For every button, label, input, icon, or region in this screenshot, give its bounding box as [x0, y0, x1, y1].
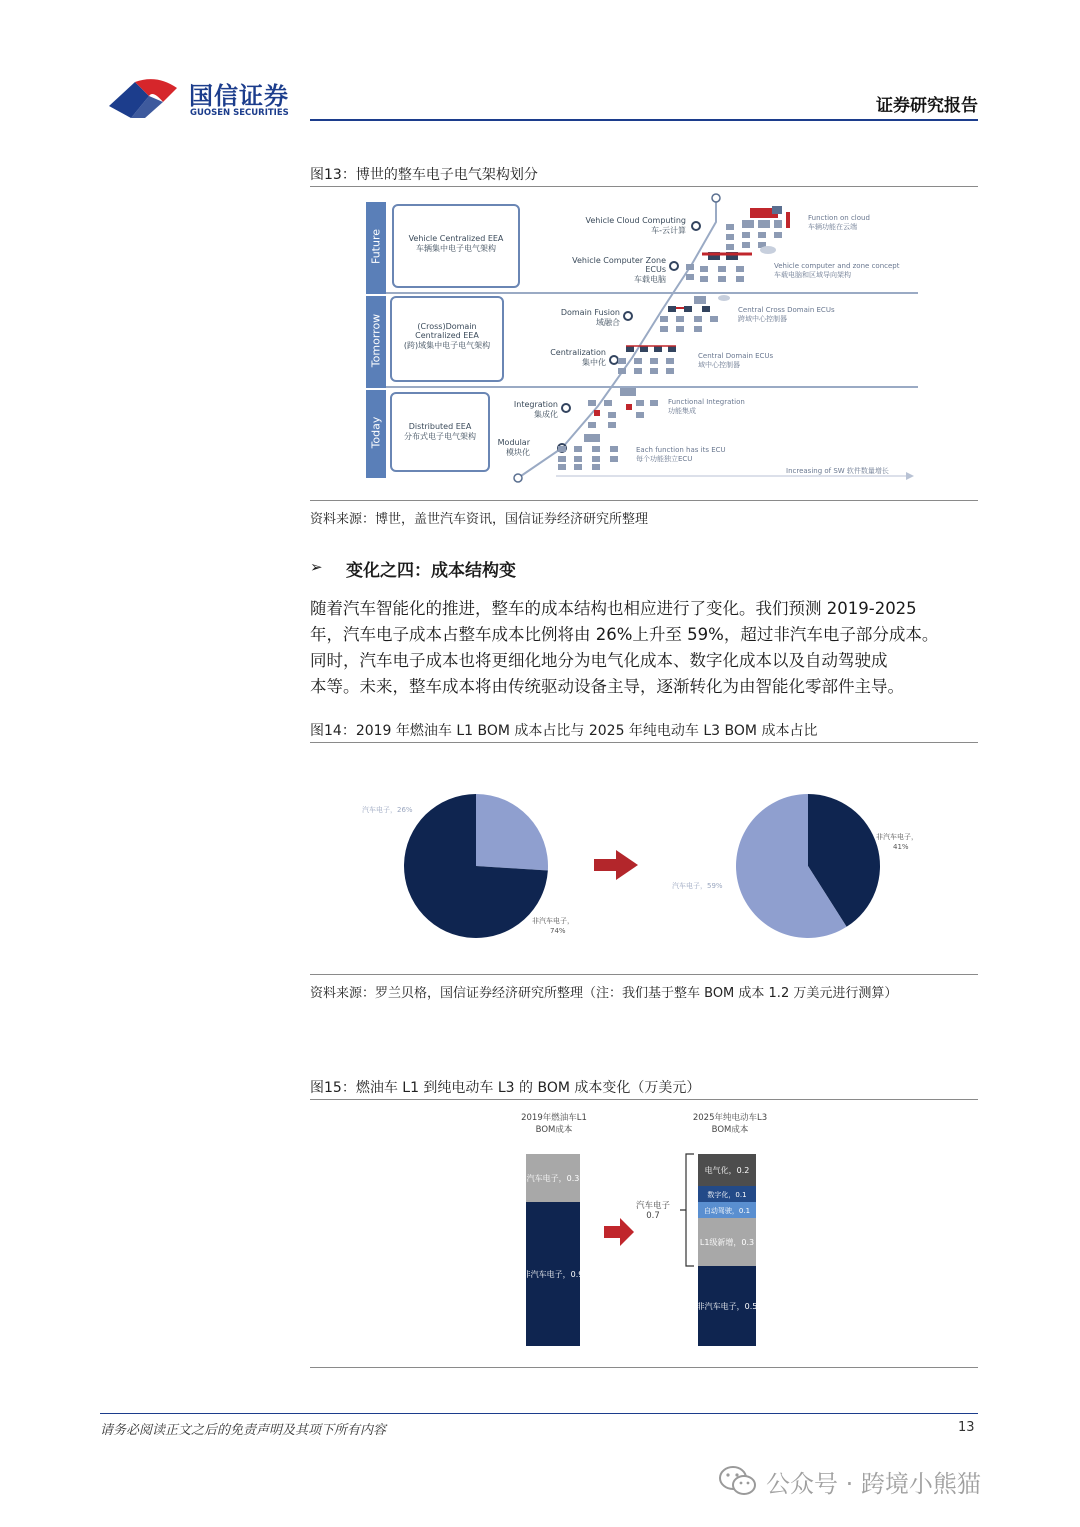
arrow-right-icon	[604, 1218, 634, 1246]
eea-box-en: Distributed EEA	[408, 422, 472, 431]
band-label-today: Today	[369, 416, 383, 449]
fig13-top-rule	[310, 186, 978, 187]
logo-en: GUOSEN SECURITIES	[190, 108, 289, 118]
pie-left-label-electronic: 汽车电子，26%	[362, 806, 413, 814]
bracket	[680, 1154, 694, 1266]
footer-rule	[100, 1413, 978, 1414]
step-label: Centralization 集中化	[550, 348, 606, 367]
page-number: 13	[958, 1420, 975, 1435]
bar-segment-label: 自动驾驶，0.1	[703, 1207, 751, 1215]
logo	[105, 76, 305, 122]
step-desc: Function on cloud 车辆功能在云端	[808, 214, 870, 231]
eea-box-cn: (跨)域集中电子电气架构	[403, 341, 491, 350]
fig15-caption: 图15：燃油车 L1 到纯电动车 L3 的 BOM 成本变化（万美元）	[310, 1080, 701, 1096]
band-label-future: Future	[369, 228, 383, 265]
pie-right-label-non-2: 41%	[893, 843, 909, 851]
fig14-caption: 图14：2019 年燃油车 L1 BOM 成本占比与 2025 年纯电动车 L3 BOM 成本占比	[310, 723, 818, 739]
paragraph-line: 年，汽车电子成本占整车成本比例将由 26%上升至 59%，超过非汽车电子部分成本。	[310, 625, 939, 644]
fig15-bottom-rule	[310, 1367, 978, 1368]
paragraph-line: 同时，汽车电子成本也将更细化地分为电气化成本、数字化成本以及自动驾驶成	[310, 651, 888, 670]
fig13-caption: 图13：博世的整车电子电气架构划分	[310, 167, 538, 183]
band-label-tomorrow: Tomorrow	[369, 313, 383, 368]
pie-right-label-non-1: 非汽车电子，	[876, 833, 918, 841]
step-desc: Central Cross Domain ECUs 跨域中心控制器	[738, 306, 835, 323]
logo-mark-icon	[105, 76, 185, 122]
arrow-right-icon	[594, 850, 638, 880]
fig13-diagram	[366, 192, 922, 488]
bar-right-title: 2025年纯电动车L3 BOM成本	[692, 1113, 768, 1135]
bracket-label: 汽车电子 0.7	[635, 1201, 670, 1221]
logo-cn: 国信证券	[189, 82, 289, 110]
step-desc: Each function has its ECU 每个功能独立ECU	[636, 446, 726, 463]
bar-segment-label: 数字化，0.1	[707, 1191, 747, 1199]
step-desc: Functional Integration 功能集成	[668, 398, 745, 415]
fig13-source: 资料来源：博世，盖世汽车资讯，国信证券经济研究所整理	[310, 512, 649, 527]
bar-segment-label: 非汽车电子，0.9	[522, 1270, 584, 1279]
stacked-bar-chart	[500, 1140, 800, 1360]
paragraph-line: 本等。未来，整车成本将由传统驱动设备主导，逐渐转化为由智能化零部件主导。	[310, 677, 904, 696]
section-paragraph	[310, 596, 980, 700]
step-label: Domain Fusion 域融合	[560, 308, 620, 327]
ecu-network-icon	[682, 244, 782, 296]
bar-segment-label: 汽车电子，0.3	[526, 1174, 580, 1183]
axis-note: Increasing of SW 软件数量增长	[786, 467, 889, 475]
section-bullet: ➢	[310, 558, 323, 576]
eea-box-en: Vehicle Centralized EEA	[408, 234, 504, 243]
eea-box-cn: 分布式电子电气架构	[404, 432, 476, 441]
step-label: Vehicle Cloud Computing 车-云计算	[585, 216, 686, 235]
bar-segment-label: 电气化，0.2	[704, 1166, 750, 1175]
footer-disclaimer: 请务必阅读正文之后的免责声明及其项下所有内容	[100, 1423, 387, 1438]
step-label: Vehicle Computer Zone ECUs 车载电脑	[572, 256, 666, 284]
pie-left-label-non-2: 74%	[550, 927, 566, 935]
eea-box-cn: 车辆集中电子电气架构	[416, 244, 496, 253]
step-desc: Central Domain ECUs 域中心控制器	[698, 352, 774, 369]
step-label: Modular 模块化	[497, 438, 530, 457]
step-label: Integration 集成化	[513, 400, 558, 419]
fig13-bottom-rule	[310, 500, 978, 501]
fig14-source: 资料来源：罗兰贝格，国信证券经济研究所整理（注：我们基于整车 BOM 成本 1.2 万美元进行测算）	[310, 986, 898, 1001]
pie-right-label-electronic: 汽车电子，59%	[672, 882, 723, 890]
ecu-network-icon	[614, 340, 694, 382]
fig15-top-rule	[310, 1099, 978, 1100]
report-type: 证券研究报告	[876, 96, 978, 116]
watermark-text: 公众号 · 跨境小熊猫	[766, 1470, 981, 1498]
paragraph-line: 随着汽车智能化的推进，整车的成本结构也相应进行了变化。我们预测 2019-2025	[310, 599, 917, 618]
header-rule	[310, 119, 978, 121]
pie-chart-2025	[728, 786, 888, 946]
section-title: 变化之四：成本结构变	[346, 561, 516, 581]
ecu-network-icon	[654, 294, 736, 338]
ecu-network-icon	[554, 432, 638, 474]
bar-segment-label: 非汽车电子，0.5	[696, 1302, 758, 1311]
step-desc: Vehicle computer and zone concept 车载电脑和区域导向架构	[774, 262, 900, 279]
fig14-top-rule	[310, 742, 978, 743]
fig14-bottom-rule	[310, 974, 978, 975]
eea-box-en: (Cross)Domain Centralized EEA	[415, 322, 479, 340]
bar-left-title: 2019年燃油车L1 BOM成本	[521, 1113, 587, 1135]
pie-slice-汽车电子	[476, 794, 548, 871]
bar-segment-label: L1级新增，0.3	[699, 1238, 755, 1247]
wechat-icon	[718, 1464, 758, 1498]
pie-left-label-non-1: 非汽车电子，	[532, 917, 574, 925]
ecu-network-icon	[584, 388, 670, 434]
